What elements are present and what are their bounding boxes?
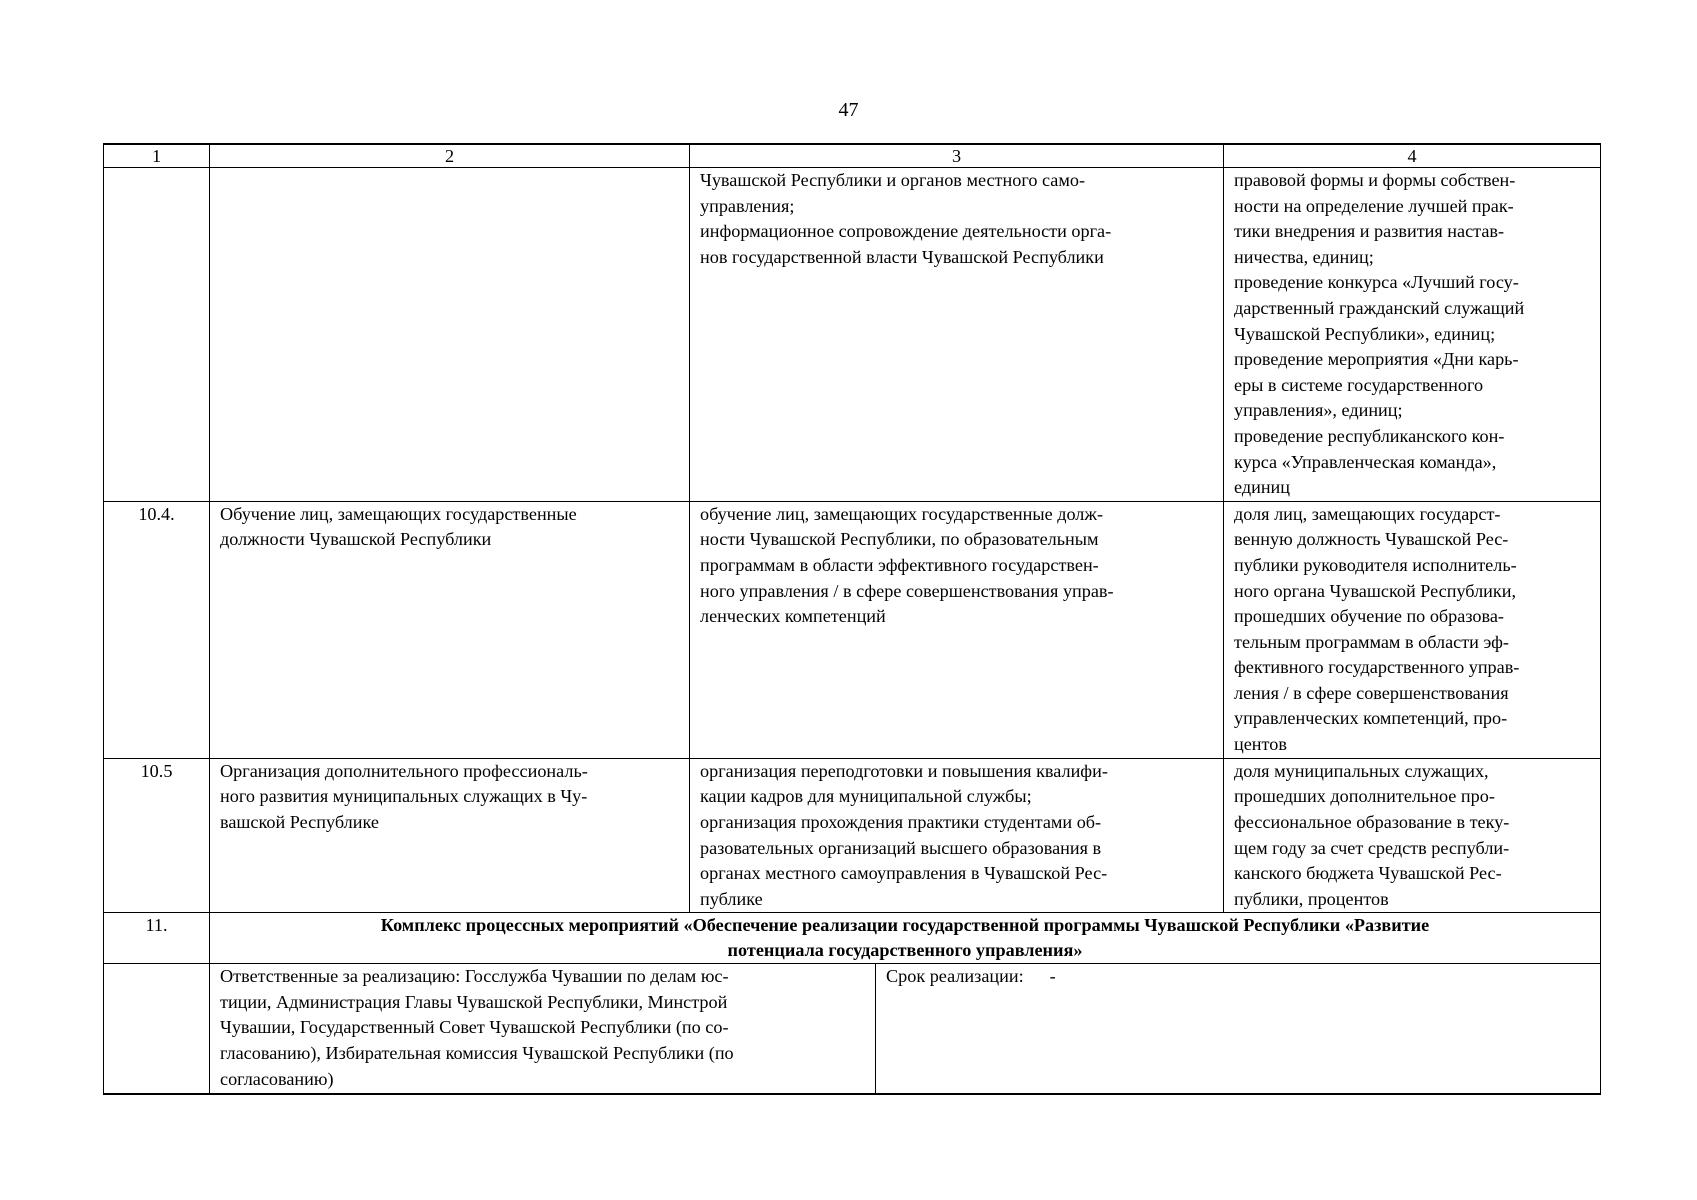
text-line: организация переподготовки и повышения квалифи- (700, 760, 1108, 781)
text-line: тельным программам в области эф- (1234, 631, 1509, 652)
text-line: прошедших обучение по образова- (1234, 606, 1504, 627)
header-col-1: 1 (104, 144, 210, 168)
text-line: ного развития муниципальных служащих в Чу- (220, 786, 588, 807)
term-cell (876, 964, 1601, 1094)
text-line: нов государственной власти Чувашской Республики (700, 246, 1104, 267)
text-line: венную должность Чувашской Рес- (1234, 529, 1509, 550)
text-line: курса «Управленческая команда», (1234, 451, 1497, 472)
section-title-line: Комплекс процессных мероприятий «Обеспечение реализации государственной программы Чувашской Республики «Развитие (380, 915, 1430, 936)
text-line: проведение мероприятия «Дни карь- (1234, 349, 1519, 370)
table-row (104, 501, 1601, 758)
responsible-cell (210, 964, 876, 1094)
row-activities (690, 168, 1224, 502)
text-line: тики внедрения и развития настав- (1234, 221, 1505, 242)
text-line: ности на определение лучшей прак- (1234, 195, 1514, 216)
text-line: фессиональное образование в теку- (1234, 811, 1510, 832)
text-line: управления», единиц; (1234, 400, 1403, 421)
text-line: дарственный гражданский служащий (1234, 297, 1525, 318)
text-line: Чувашии, Государственный Совет Чувашской Республики (по со- (220, 1017, 729, 1038)
section-title-line: потенциала государственного управления» (727, 940, 1083, 961)
text-line: органах местного самоуправления в Чувашской Рес- (700, 863, 1108, 884)
table-header-row (104, 144, 1601, 168)
text-line: управления; (700, 195, 795, 216)
text-line: ности Чувашской Республики, по образовательным (700, 529, 1099, 550)
text-line: Обучение лиц, замещающих государственные (220, 503, 577, 524)
text-line: ного управления / в сфере совершенствования управ- (700, 580, 1114, 601)
text-line: Чувашской Республики и органов местного само- (700, 170, 1086, 190)
section-title (210, 913, 1601, 964)
text-line: вашской Республике (220, 811, 379, 832)
text-line: кации кадров для муниципальной службы; (700, 786, 1032, 807)
empty-cell (104, 964, 210, 1094)
text-line: информационное сопровождение деятельности орга- (700, 221, 1112, 242)
text-line: еры в системе государственного (1234, 374, 1484, 395)
text-line: канского бюджета Чувашской Рес- (1234, 863, 1502, 884)
page-number: 47 (838, 99, 859, 121)
section-number: 11. (104, 913, 210, 964)
row-activities (690, 758, 1224, 913)
text-line: центов (1234, 734, 1287, 755)
text-line: ленческих компетенций (700, 606, 886, 627)
row-number: 10.4. (104, 501, 210, 758)
text-line: тиции, Администрация Главы Чувашской Республики, Минстрой (220, 991, 728, 1012)
text-line: Чувашской Республики», единиц; (1234, 323, 1496, 344)
text-line: организация прохождения практики студентами об- (700, 811, 1102, 832)
text-line: доля лиц, замещающих государст- (1234, 503, 1501, 524)
table-row (104, 168, 1601, 502)
text-line: гласованию), Избирательная комиссия Чувашской Республики (по (220, 1043, 734, 1064)
row-name (210, 501, 690, 758)
text-line: Ответственные за реализацию: Госслужба Чувашии по делам юс- (220, 966, 729, 987)
text-line: обучение лиц, замещающих государственные долж- (700, 503, 1104, 524)
row-number: 10.5 (104, 758, 210, 913)
text-line: фективного государственного управ- (1234, 657, 1520, 678)
header-col-4: 4 (1224, 144, 1601, 168)
section-title-row (104, 913, 1601, 964)
header-col-2: 2 (210, 144, 690, 168)
text-line: прошедших дополнительное про- (1234, 786, 1495, 807)
text-line: согласованию) (220, 1068, 334, 1089)
text-line: ного органа Чувашской Республики, (1234, 580, 1517, 601)
text-line: должности Чувашской Республики (220, 529, 492, 550)
row-indicators (1224, 501, 1601, 758)
text-line: разовательных организаций высшего образования в (700, 837, 1102, 858)
text-line: публики руководителя исполнитель- (1234, 554, 1517, 575)
text-line: единиц (1234, 477, 1291, 498)
row-indicators (1224, 168, 1601, 502)
text-line: доля муниципальных служащих, (1234, 760, 1489, 781)
text-line: ления / в сфере совершенствования (1234, 682, 1509, 703)
term-label: Срок реализации: (886, 966, 1024, 987)
responsible-row (104, 964, 1601, 1094)
text-line: публики, процентов (1234, 888, 1389, 909)
term-value: - (1049, 966, 1056, 987)
text-line: управленческих компетенций, про- (1234, 708, 1508, 729)
text-line: программам в области эффективного государствен- (700, 554, 1099, 575)
table-row (104, 758, 1601, 913)
text-line: правовой формы и формы собствен- (1234, 170, 1516, 190)
row-name (210, 758, 690, 913)
text-line: публике (700, 888, 763, 909)
measures-table (103, 143, 1601, 1095)
text-line: щем году за счет средств республи- (1234, 837, 1510, 858)
text-line: проведение республиканского кон- (1234, 425, 1505, 446)
text-line: проведение конкурса «Лучший госу- (1234, 272, 1519, 293)
text-line: Организация дополнительного профессиональ- (220, 760, 588, 781)
row-number (104, 168, 210, 502)
row-name (210, 168, 690, 502)
header-col-3: 3 (690, 144, 1224, 168)
row-indicators (1224, 758, 1601, 913)
row-activities (690, 501, 1224, 758)
text-line: ничества, единиц; (1234, 246, 1374, 267)
